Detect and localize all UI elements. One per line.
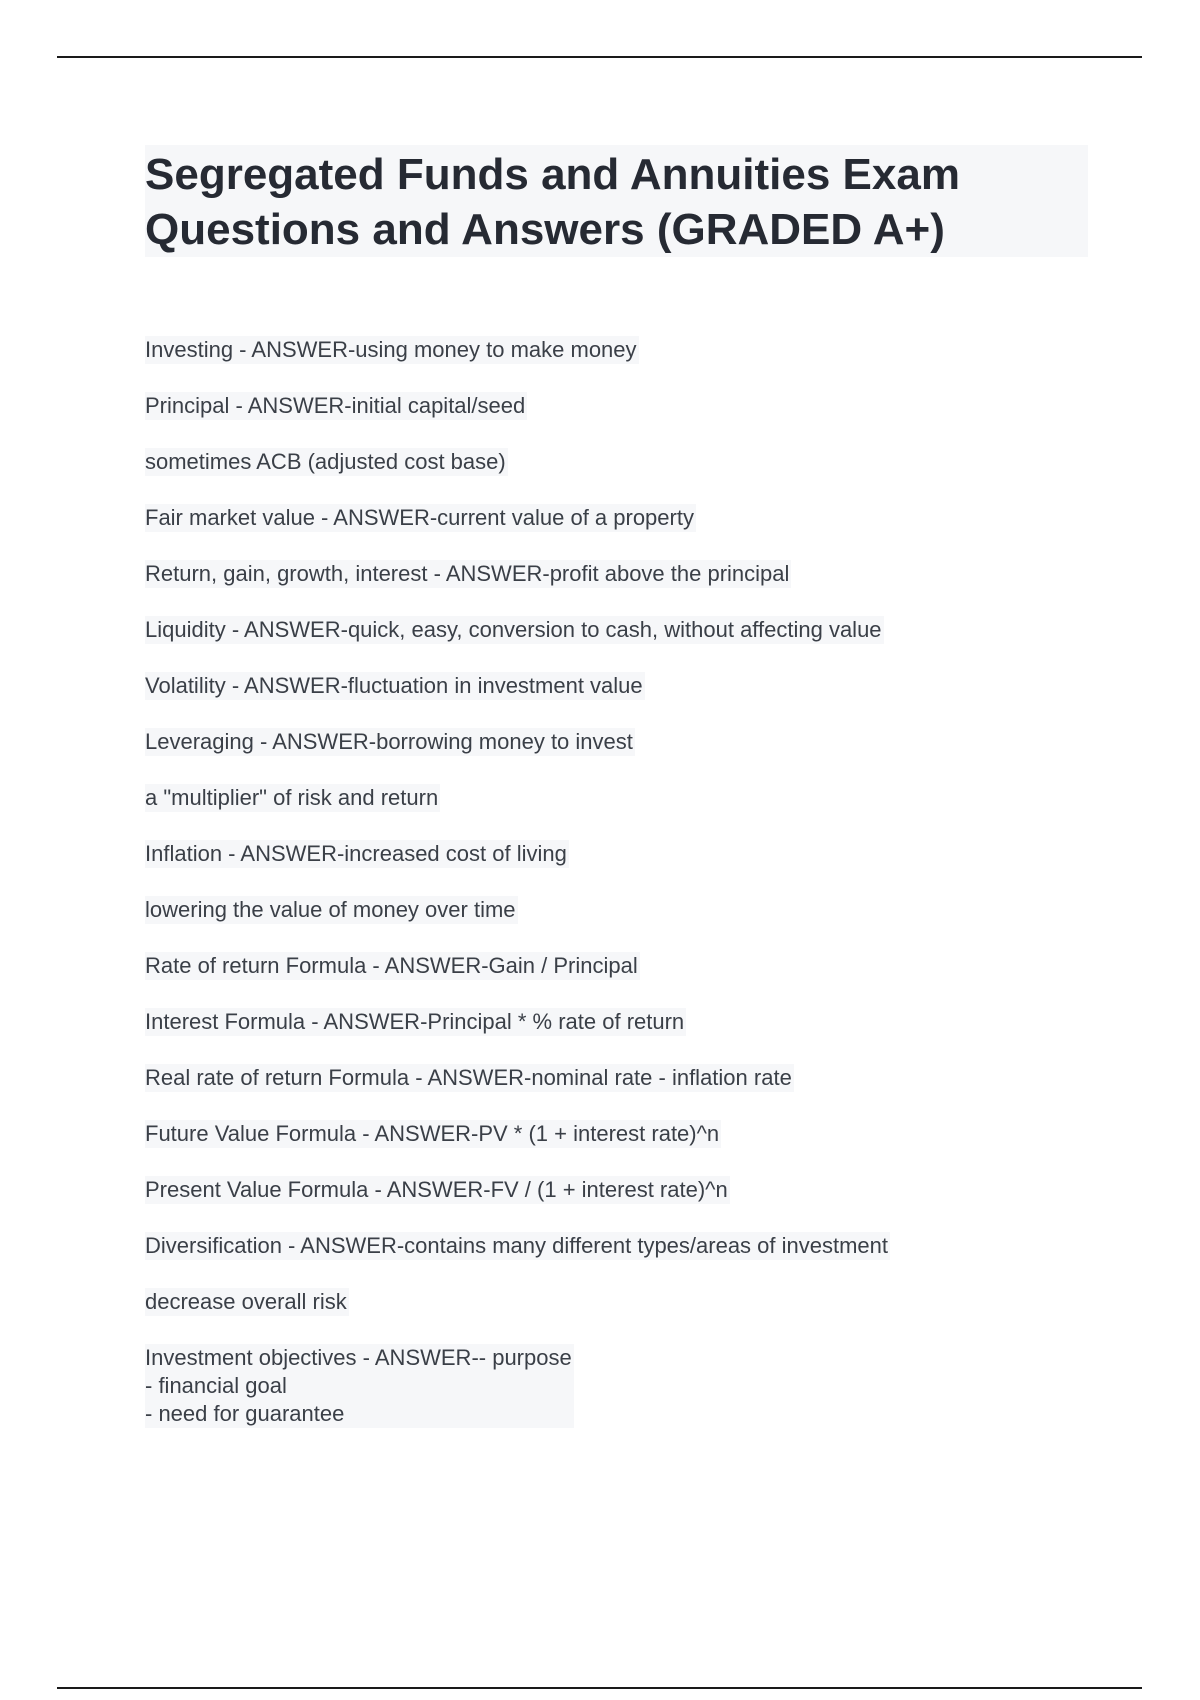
entry-text: a "multiplier" of risk and return [145, 785, 439, 810]
entry-text: decrease overall risk [145, 1289, 347, 1314]
list-item [145, 840, 1135, 896]
list-item [145, 1008, 1135, 1064]
entry-text: Future Value Formula - ANSWER-PV * (1 + interest rate)^n [145, 1121, 720, 1146]
entry-text: Diversification - ANSWER-contains many different types/areas of investment [145, 1233, 889, 1258]
list-item [145, 1176, 1135, 1232]
entry-line: Investment objectives - ANSWER-- purpose [145, 1345, 572, 1370]
bottom-rule [57, 1687, 1142, 1689]
entry-text: Principal - ANSWER-initial capital/seed [145, 393, 526, 418]
entry-text: Leveraging - ANSWER-borrowing money to invest [145, 729, 633, 754]
entry-text: sometimes ACB (adjusted cost base) [145, 449, 506, 474]
list-item [145, 952, 1135, 1008]
list-item [145, 504, 1135, 560]
entry-text: Present Value Formula - ANSWER-FV / (1 + interest rate)^n [145, 1177, 728, 1202]
title-line-2: Questions and Answers (GRADED A+) [145, 205, 945, 254]
entry-line: - need for guarantee [145, 1401, 345, 1426]
list-item [145, 1288, 1135, 1344]
list-item [145, 672, 1135, 728]
list-item [145, 784, 1135, 840]
list-item [145, 1120, 1135, 1176]
entry-text: Liquidity - ANSWER-quick, easy, conversion to cash, without affecting value [145, 617, 882, 642]
list-item [145, 448, 1135, 504]
entry-text: Interest Formula - ANSWER-Principal * % rate of return [145, 1009, 685, 1034]
entry-text: Investing - ANSWER-using money to make money [145, 337, 637, 362]
entry-text: Fair market value - ANSWER-current value of a property [145, 505, 694, 530]
list-item [145, 1232, 1135, 1288]
title-line-1: Segregated Funds and Annuities Exam [145, 150, 960, 199]
list-item [145, 728, 1135, 784]
list-item [145, 896, 1135, 952]
entry-text: Volatility - ANSWER-fluctuation in investment value [145, 673, 643, 698]
entry-line: - financial goal [145, 1373, 287, 1398]
entry-text: lowering the value of money over time [145, 897, 516, 922]
list-item [145, 616, 1135, 672]
list-item [145, 1344, 1135, 1428]
entry-text: Return, gain, growth, interest - ANSWER-profit above the principal [145, 561, 790, 586]
top-rule [57, 56, 1142, 58]
entry-text [145, 1344, 574, 1428]
entry-text: Inflation - ANSWER-increased cost of living [145, 841, 567, 866]
list-item [145, 336, 1135, 392]
document-title [145, 145, 1088, 257]
list-item [145, 392, 1135, 448]
list-item [145, 1064, 1135, 1120]
list-item [145, 560, 1135, 616]
entry-text: Real rate of return Formula - ANSWER-nominal rate - inflation rate [145, 1065, 792, 1090]
qa-list [145, 336, 1135, 1428]
entry-text: Rate of return Formula - ANSWER-Gain / Principal [145, 953, 638, 978]
